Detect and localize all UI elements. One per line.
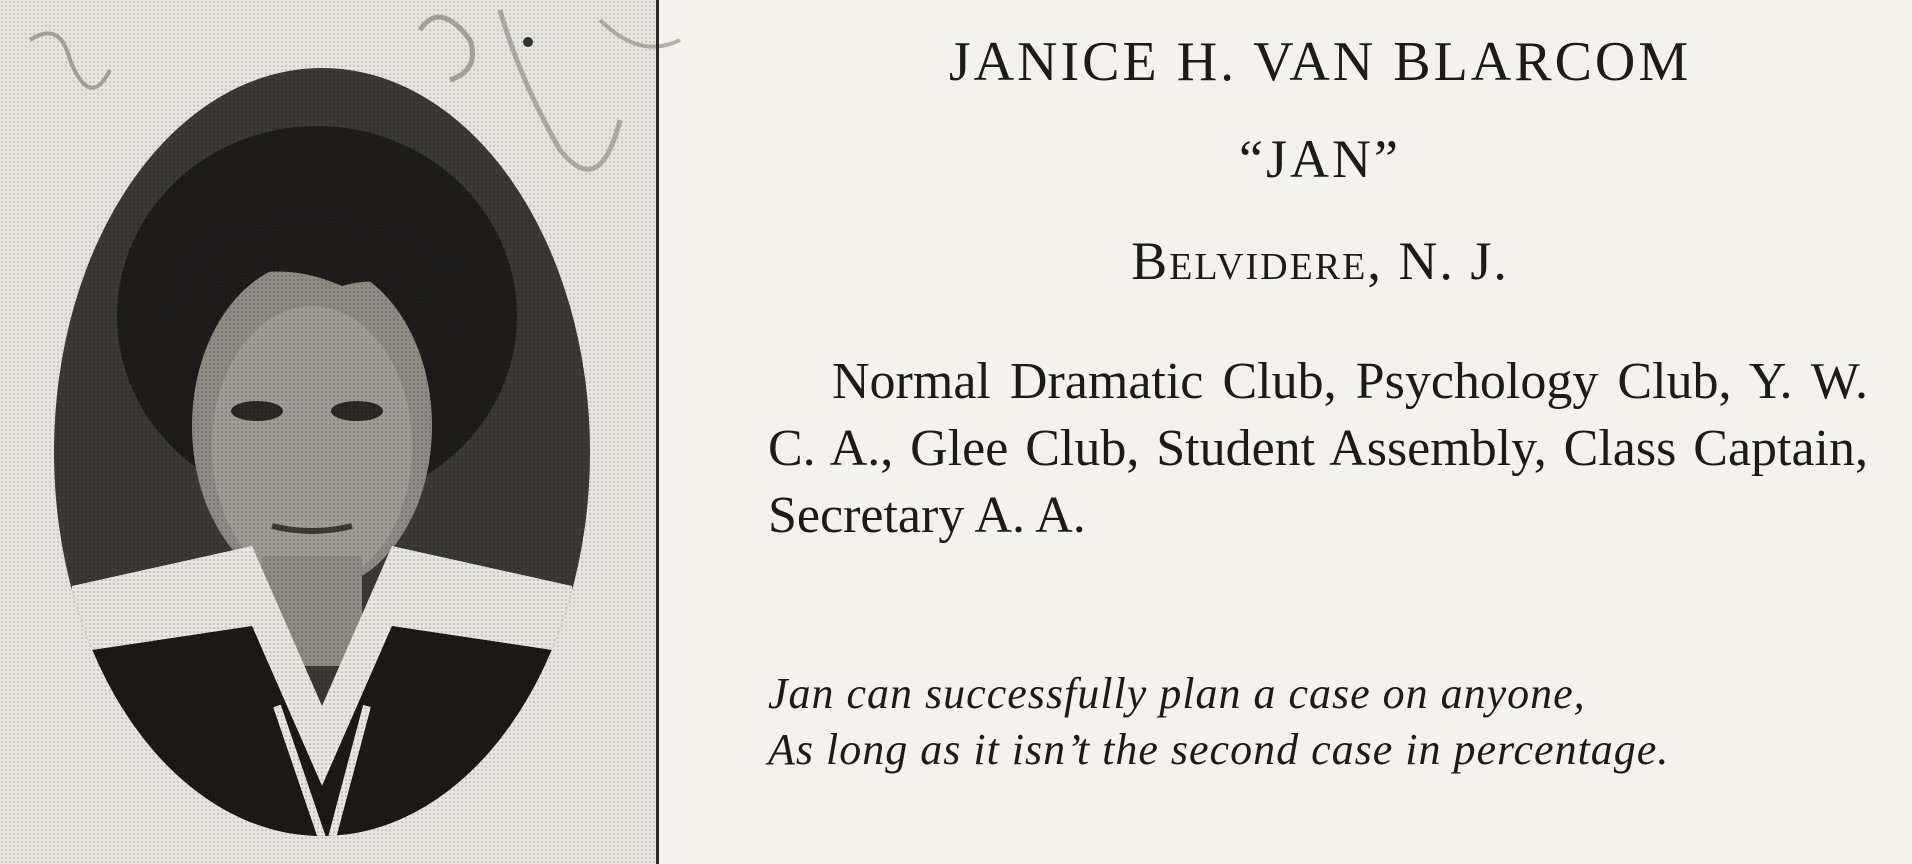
- text-panel: [700, 0, 1890, 864]
- pencil-scribble: [0, 0, 700, 200]
- quote-line: As long as it isn’t the second case in percentage.: [768, 725, 1670, 774]
- student-activities: Normal Dramatic Club, Psychology Club, Y. W. C. A., Glee Club, Student Assembly, Class Captain, Secretary A. A.: [768, 353, 1868, 544]
- column-divider: [656, 0, 659, 864]
- student-quote: [768, 666, 1888, 778]
- photo-panel: [0, 0, 656, 864]
- student-nickname: “JAN”: [1239, 129, 1401, 189]
- quote-line: Jan can successfully plan a case on anyone,: [768, 669, 1586, 718]
- student-name: JANICE H. VAN BLARCOM: [948, 31, 1692, 93]
- student-hometown: Belvidere, N. J.: [1131, 231, 1509, 291]
